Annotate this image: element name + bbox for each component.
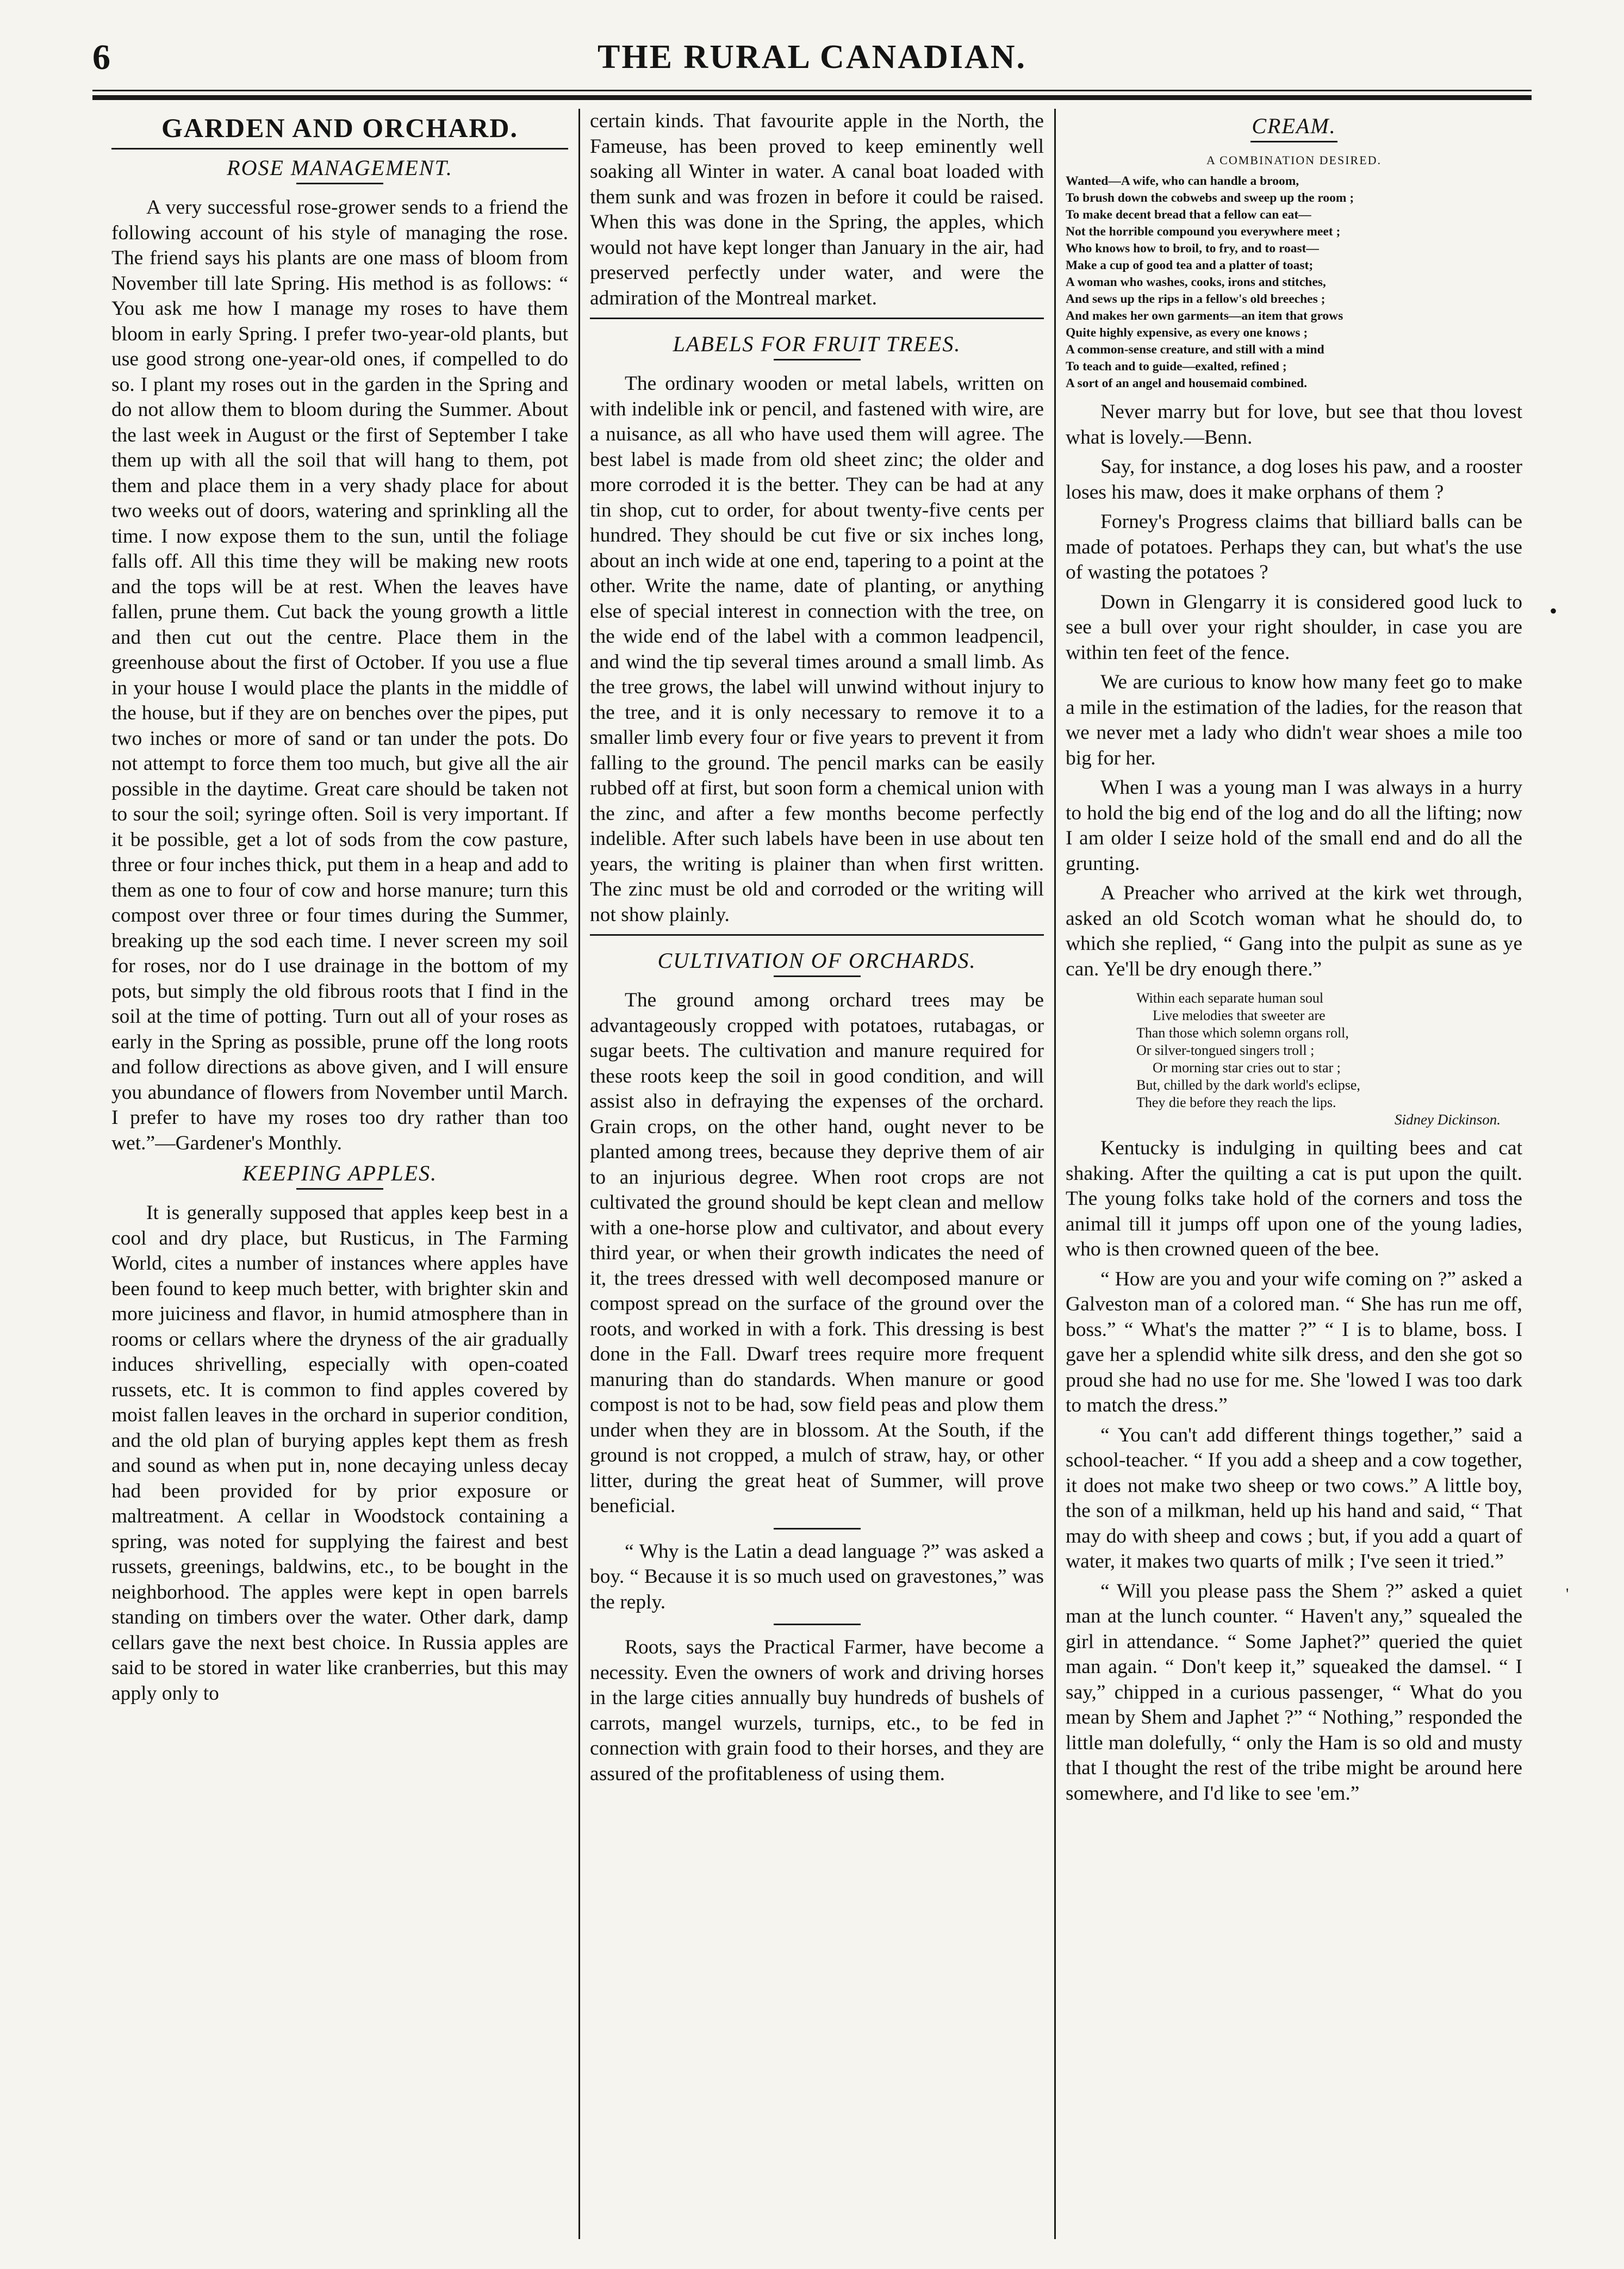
masthead-title: THE RURAL CANADIAN. [597, 39, 1026, 76]
article-rose-management: A very successful rose-grower sends to a friend the following account of his style of managing the rose. The friend says his plants are one mass of bloom from November till late Spring. His method is as follows: “ You ask me how I manage my roses to have them bloom in early Spring. I prefer two-year-old plants, but use good strong one-year-old ones, if compelled to do so. I plant my roses out in the garden in the Spring and do not allow them to bloom during the Summer. About the last week in August or the first of September I take them up with all the soil that will hang to them, pot them and place them in a very shady place for about two weeks out of doors, watering and sprinkling all the time. I now expose them to the sun, until the foliage falls off. All this time they will be making new roots and the tops will be at rest. When the leaves have fallen, prune them. Cut back the young growth a little and then cut out the centre. Place them in the greenhouse about the first of October. If you use a flue in your house I would place the plants in the middle of the house, but if they are on benches over the pipes, put two inches or more of sand or tan under the pots. Do not attempt to force them too much, but give all the air possible in the daytime. Great care should be taken not to sour the soil; syringe often. Soil is very important. If it be possible, get a lot of sods from the cow pasture, three or four inches thick, put them in a heap and add to them as one to four of cow and horse manure; turn this compost over three or four times during the Summer, breaking up the sod each time. I never screen my soil for roses, nor do I use drainage in the bottom of my pots, but simply the old fibrous roots that I find in the soil at the time of potting. Turn out all of your roses as early in the Spring as possible, prune off the long roots and follow directions as above given, and I will ensure you abundance of flowers from November until March. I prefer to have my roses too dry rather than too wet.”—Gardener's Monthly. [111, 196, 568, 1154]
poem-line: But, chilled by the dark world's eclipse, [1136, 1077, 1360, 1093]
item-shem-japhet: “ Will you please pass the Shem ?” asked a quiet man at the lunch counter. “ Haven't any,” squealed the girl in attendance. “ Some Japhet?” queried the quiet man again. “ Don't keep it,” squeaked the damsel. “ I say,” chipped in a curious passenger, “ What do you mean by Shem and Japhet ?” “ Nothing,” responded the little man dolefully, “ only the Ham is so old and musty that I thought the rest of the tribe might be around here somewhere, and I'd like to see 'em.” [1066, 1580, 1522, 1805]
item-preacher: A Preacher who arrived at the kirk wet through, asked an old Scotch woman what he should do, to which she replied, “ Gang into the pulpit as sune as ye can. Ye'll be dry enough there.” [1066, 882, 1522, 980]
poem-line: Live melodies that sweeter are [1153, 1008, 1326, 1023]
item-roots: Roots, says the Practical Farmer, have become a necessity. Even the owners of work and driving horses in the large cities annually buy hundreds of bushels of carrots, mangel wurzels, turnips, etc., to be fed in connection with grain food to their horses, and they are assured of the profitableness of using them. [590, 1636, 1044, 1785]
item-kentucky: Kentucky is indulging in quilting bees and cat shaking. After the quilting a cat is put upon the quilt. The young folks take hold of the corners and toss the animal till it jumps off upon one of the young ladies, who is then crowned queen of the bee. [1066, 1137, 1522, 1260]
item-billiard-balls: Forney's Progress claims that billiard balls can be made of potatoes. Perhaps they can, but what's the use of wasting the potatoes ? [1066, 511, 1522, 583]
header-rule-thin [92, 90, 1532, 91]
poem-line: Wanted—A wife, who can handle a broom, [1066, 174, 1299, 188]
department-heading: GARDEN AND ORCHARD. [111, 112, 568, 150]
title-underline [1250, 141, 1337, 142]
article-keeping-apples-continued: certain kinds. That favourite apple in the North, the Fameuse, has been proved to keep eminently well soaking all Winter in water. A canal boat loaded with them sunk and was frozen in before it could be raised. When this was done in the Spring, the apples, which would not have kept longer than January in the air, had preserved perfectly under water, and were the admiration of the Montreal market. [590, 110, 1044, 309]
section-title-cultivation-orchards: CULTIVATION OF ORCHARDS. [657, 948, 976, 973]
section-title-cream: CREAM. [1252, 114, 1336, 138]
poem-line: A sort of an angel and housemaid combined. [1066, 376, 1307, 390]
column-3 [1066, 109, 1522, 2239]
item-glengarry: Down in Glengarry it is considered good luck to see a bull over your right shoulder, in case you are within ten feet of the fence. [1066, 590, 1522, 664]
article-keeping-apples: It is generally supposed that apples keep best in a cool and dry place, but Rusticus, in The Farming World, cites a number of instances where apples have been found to keep much better, with brighter skin and more juiciness and flavor, in humid atmosphere than in rooms or cellars where the dryness of the air gradually induces shrivelling, especially with open-coated russets, etc. It is common to find apples covered by moist fallen leaves in the orchard in superior condition, and the old plan of burying apples kept them as fresh and sound as when put in, none decaying unless decay had been provided for by prior exposure or maltreatment. A cellar in Woodstock containing a spring, was noted for supplying the fairest and best russets, greenings, baldwins, etc., to be bought in the neighborhood. The apples were kept in open barrels standing on timbers over the water. Other dark, damp cellars gave the next best choice. In Russia apples are said to be stored in water like cranberries, but this may apply only to [111, 1202, 568, 1705]
poem-line: And sews up the rips in a fellow's old breeches ; [1066, 292, 1326, 306]
item-school-teacher: “ You can't add different things together,” said a school-teacher. “ If you add a sheep and a cow together, it does not make two sheep or two cows.” A little boy, the son of a milkman, held up his hand and said, “ That may do with sheep and cows ; but, if you add a quart of water, it makes two quarts of milk ; I've seen it tried.” [1066, 1423, 1522, 1572]
poem-line: They die before they reach the lips. [1136, 1095, 1336, 1110]
poem-line: A common-sense creature, and still with a mind [1066, 343, 1324, 357]
item-never-marry: Never marry but for love, but see that thou lovest what is lovely.—Benn. [1066, 401, 1522, 449]
item-young-man-log: When I was a young man I was always in a hurry to hold the big end of the log and do all the lifting; now I am older I seize hold of the small end and do all the grunting. [1066, 776, 1522, 875]
header-rule-thick [92, 95, 1532, 100]
item-latin-joke: “ Why is the Latin a dead language ?” was asked a boy. “ Because it is so much used on gravestones,” was the reply. [590, 1540, 1044, 1613]
print-speck: • [1550, 599, 1558, 623]
item-dog-loses-paw: Say, for instance, a dog loses his paw, and a rooster loses his maw, does it make orphans of them ? [1066, 456, 1522, 503]
poem-line: Make a cup of good tea and a platter of toast; [1066, 258, 1314, 272]
article-end-rule [590, 318, 1044, 319]
poem-author: Sidney Dickinson. [1395, 1111, 1501, 1128]
article-cultivation-orchards: The ground among orchard trees may be advantageously cropped with potatoes, rutabagas, or sugar beets. The cultivation and manure required for these roots keep the soil in good condition, and will assist also in defraying the expenses of the orchard. Grain crops, on the other hand, ought never to be planted among trees, because they deprive them of air to an injurious degree. When root crops are not cultivated the ground should be kept clean and mellow with a one-horse plow and cultivator, and about every third year, or when their growth indicates the need of it, the trees dressed with well decomposed manure or compost spread on the surface of the ground over the roots, and worked in with a fork. This dressing is best done in the Fall. Dwarf trees require more frequent manuring than do standards. When manure or good compost is not to be had, sow field peas and plow them under when they are in blossom. At the South, if the ground is not cropped, a mulch of straw, hay, or other litter, during the great heat of Summer, will prove beneficial. [590, 989, 1044, 1517]
poem-line: To make decent bread that a fellow can eat— [1066, 208, 1311, 222]
title-underline [296, 183, 383, 184]
poem-line: Within each separate human soul [1136, 990, 1324, 1006]
print-speck: ' [1566, 1585, 1569, 1603]
item-feet-mile: We are curious to know how many feet go to make a mile in the estimation of the ladies, for the reason that we never met a lady who didn't wear shoes a mile too big for her. [1066, 671, 1522, 769]
poem-line: And makes her own garments—an item that grows [1066, 309, 1343, 323]
title-underline [774, 975, 861, 977]
title-underline [774, 359, 861, 360]
page-number: 6 [92, 38, 110, 77]
item-galveston: “ How are you and your wife coming on ?” asked a Galveston man of a colored man. “ She has run me off, boss.” “ What's the matter ?” “ I is to blame, boss. I gave her a splendid white silk dress, and den she got so proud she had no use for me. She 'lowed I was too dark to match the dress.” [1066, 1267, 1522, 1416]
column-divider-2 [1054, 109, 1056, 2239]
section-title-rose-management: ROSE MANAGEMENT. [227, 156, 453, 180]
poem-line: Than those which solemn organs roll, [1136, 1025, 1349, 1041]
poem-subtitle: A COMBINATION DESIRED. [1206, 153, 1382, 167]
poem-line: Not the horrible compound you everywhere meet ; [1066, 225, 1341, 239]
section-title-keeping-apples: KEEPING APPLES. [242, 1161, 438, 1185]
article-labels-fruit-trees: The ordinary wooden or metal labels, written on with indelible ink or pencil, and fastened with wire, are a nuisance, as all who have used them will agree. The best label is made from old sheet zinc; the older and more corroded it is the better. They can be had at any tin shop, cut to order, for about twenty-five cents per hundred. They should be cut five or six inches long, about an inch wide at one end, tapering to a point at the other. Write the name, date of planting, or anything else of special interest in connection with the tree, on the wide end of the label with a common leadpencil, and wind the tip several times around a small limb. As the tree grows, the label will unwind without injury to the tree, and it is only necessary to remove it to a smaller limb every four or five years to prevent it from falling to the ground. The pencil marks can be easily rubbed off at first, but soon form a chemical union with the zinc, and after a few months become perfectly indelible. After such labels have been in use about ten years, the writing is plainer than when first written. The zinc must be old and corroded or the writing will not show plainly. [590, 372, 1044, 926]
poem-line: A woman who washes, cooks, irons and stitches, [1066, 275, 1326, 289]
separator-rule [774, 1624, 861, 1625]
poem-wanted-a-wife [1066, 173, 1522, 392]
section-title-labels-fruit-trees: LABELS FOR FRUIT TREES. [673, 332, 961, 356]
page-header [92, 16, 1532, 82]
column-2 [590, 109, 1044, 2239]
column-1 [111, 109, 568, 2239]
poem-line: To brush down the cobwebs and sweep up the room ; [1066, 191, 1354, 205]
poem-human-soul [1066, 990, 1522, 1128]
title-underline [296, 1188, 383, 1190]
poem-line: To teach and to guide—exalted, refined ; [1066, 359, 1287, 374]
separator-rule [774, 1528, 861, 1530]
column-divider-1 [578, 109, 580, 2239]
poem-line: Or morning star cries out to star ; [1153, 1060, 1341, 1076]
poem-line: Quite highly expensive, as every one knows ; [1066, 326, 1308, 340]
article-end-rule [590, 934, 1044, 936]
poem-line: Or silver-tongued singers troll ; [1136, 1042, 1315, 1058]
poem-line: Who knows how to broil, to fry, and to roast— [1066, 241, 1319, 256]
